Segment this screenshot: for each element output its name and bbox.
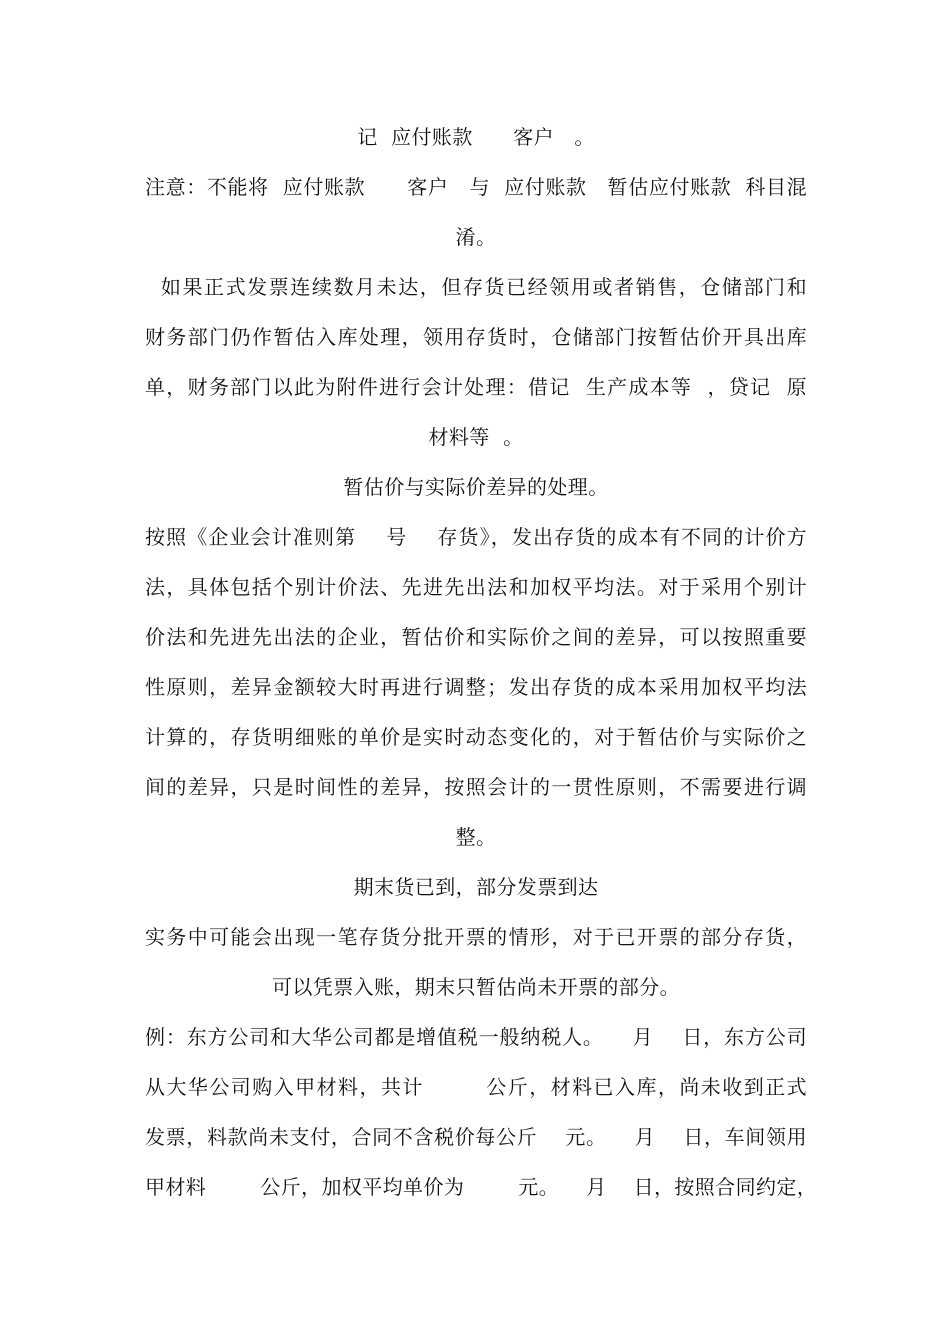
text-line-20: 从大华公司购入甲材料，共计 公斤，材料已入库，尚未收到正式 — [145, 1075, 807, 1099]
text-line-10: 法，具体包括个别计价法、先进先出法和加权平均法。对于采用个别计 — [145, 575, 807, 599]
text-line-11: 价法和先进先出法的企业，暂估价和实际价之间的差异，可以按照重要 — [145, 625, 807, 649]
section-heading-2: 期末货已到，部分发票到达 — [353, 875, 599, 899]
text-line-6: 单，财务部门以此为附件进行会计处理：借记 生产成本等 ，贷记 原 — [145, 375, 807, 399]
text-line-5: 财务部门仍作暂估入库处理，领用存货时，仓储部门按暂估价开具出库 — [145, 325, 807, 349]
text-line-17: 实务中可能会出现一笔存货分批开票的情形，对于已开票的部分存货， — [145, 925, 807, 949]
text-line-2: 注意：不能将 应付账款 客户 与 应付账款 暂估应付账款 科目混 — [145, 175, 807, 199]
text-line-7: 材料等 。 — [428, 425, 524, 449]
text-line-9: 按照《企业会计准则第 号 存货》，发出存货的成本有不同的计价方 — [145, 525, 807, 549]
text-line-14: 间的差异，只是时间性的差异，按照会计的一贯性原则，不需要进行调 — [145, 775, 807, 799]
section-heading-1: 暂估价与实际价差异的处理。 — [343, 475, 609, 499]
text-line-4: 如果正式发票连续数月未达，但存货已经领用或者销售，仓储部门和 — [145, 275, 807, 299]
text-line-1: 记 应付账款 客户 。 — [357, 125, 595, 149]
text-line-19: 例：东方公司和大华公司都是增值税一般纳税人。 月 日，东方公司 — [145, 1025, 807, 1049]
text-line-12: 性原则，差异金额较大时再进行调整；发出存货的成本采用加权平均法 — [145, 675, 807, 699]
text-line-21: 发票，料款尚未支付，合同不含税价每公斤 元。 月 日，车间领用 — [145, 1125, 807, 1149]
text-line-22: 甲材料 公斤，加权平均单价为 元。 月 日，按照合同约定， — [145, 1175, 818, 1199]
text-line-3: 淆。 — [455, 225, 497, 249]
text-line-15: 整。 — [455, 825, 497, 849]
text-line-18: 可以凭票入账，期末只暂估尚未开票的部分。 — [272, 975, 680, 999]
text-line-13: 计算的，存货明细账的单价是实时动态变化的，对于暂估价与实际价之 — [145, 725, 807, 749]
